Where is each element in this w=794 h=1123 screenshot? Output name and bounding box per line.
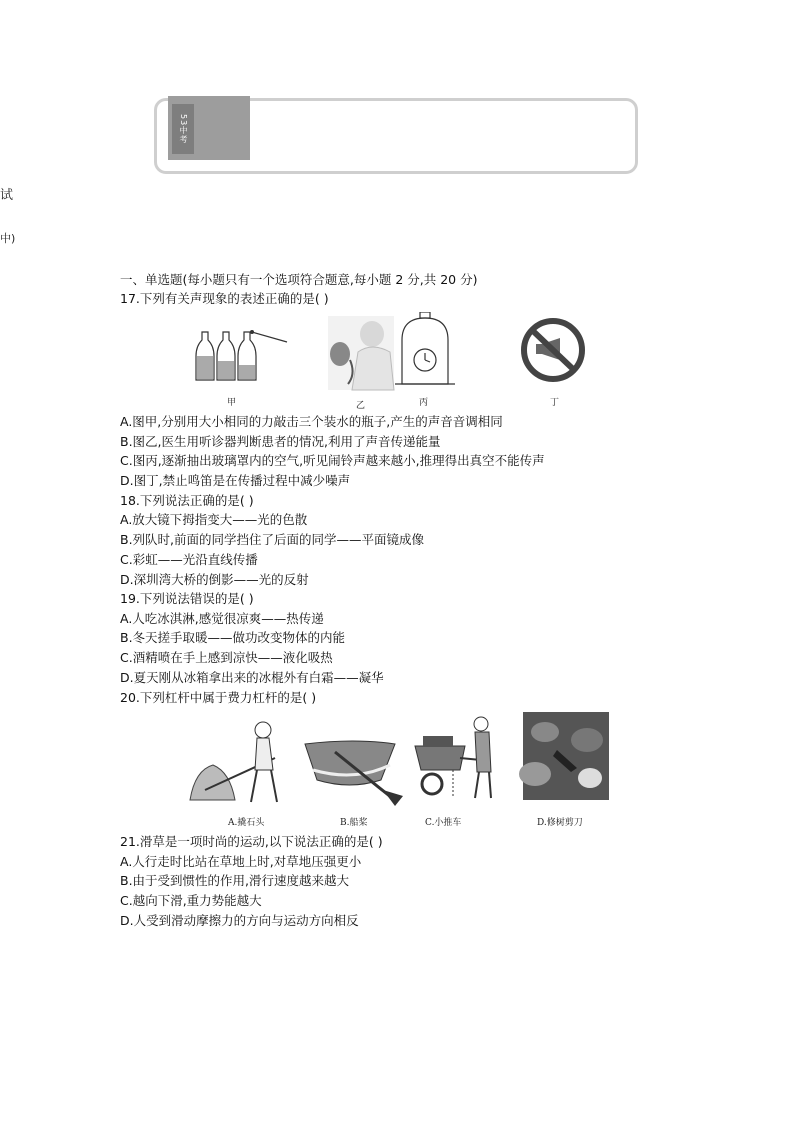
q17-figures	[190, 312, 610, 410]
option: A.放大镜下拇指变大——光的色散	[120, 512, 308, 527]
pruning-shears-photo	[519, 712, 609, 800]
figure-label: A.撬石头	[228, 818, 265, 828]
bell-jar-figure	[395, 312, 455, 384]
option: C.图丙,逐渐抽出玻璃罩内的空气,听见闹铃声越来越小,推理得出真空不能传声	[120, 453, 545, 468]
boat-oar-figure	[305, 741, 403, 806]
edge-char: 中)	[0, 232, 16, 245]
crowbar-figure	[190, 722, 277, 802]
q20-figures	[185, 710, 615, 808]
option: C.彩虹——光沿直线传播	[120, 552, 258, 567]
question-stem: 18.下列说法正确的是( )	[120, 493, 254, 508]
doctor-photo	[328, 316, 394, 390]
question-stem: 20.下列杠杆中属于费力杠杆的是( )	[120, 690, 317, 705]
figure-label: C.小推车	[425, 818, 462, 828]
figure-label: B.船桨	[340, 818, 368, 828]
question-stem: 17.下列有关声现象的表述正确的是( )	[120, 291, 329, 306]
no-horn-sign	[524, 321, 582, 379]
option: B.图乙,医生用听诊器判断患者的情况,利用了声音传递能量	[120, 434, 441, 449]
wheelbarrow-figure	[415, 717, 491, 798]
figure-label: 乙	[356, 401, 366, 411]
header-tag-zigzag	[168, 156, 250, 164]
question-stem: 21.滑草是一项时尚的运动,以下说法正确的是( )	[120, 834, 383, 849]
option: B.由于受到惯性的作用,滑行速度越来越大	[120, 873, 350, 888]
option: D.人受到滑动摩擦力的方向与运动方向相反	[120, 913, 359, 928]
option: B.列队时,前面的同学挡住了后面的同学——平面镜成像	[120, 532, 425, 547]
edge-char: 试	[0, 188, 14, 203]
option: D.夏天刚从冰箱拿出来的冰棍外有白霜——凝华	[120, 670, 384, 685]
option: B.冬天搓手取暖——做功改变物体的内能	[120, 630, 346, 645]
question-stem: 19.下列说法错误的是( )	[120, 591, 254, 606]
option: C.酒精喷在手上感到凉快——液化吸热	[120, 650, 333, 665]
figure-label: 丙	[419, 398, 429, 408]
header-tag-text: 53中考	[172, 104, 194, 154]
figure-label: 丁	[550, 398, 560, 408]
option: A.图甲,分别用大小相同的力敲击三个装水的瓶子,产生的声音音调相同	[120, 414, 503, 429]
option: A.人吃冰淇淋,感觉很凉爽——热传递	[120, 611, 324, 626]
section-title: 一、单选题(每小题只有一个选项符合题意,每小题 2 分,共 20 分)	[120, 272, 478, 287]
bottles-figure	[196, 330, 287, 380]
option: A.人行走时比站在草地上时,对草地压强更小	[120, 854, 362, 869]
figure-label: 甲	[227, 398, 237, 408]
option: C.越向下滑,重力势能越大	[120, 893, 262, 908]
option: D.深圳湾大桥的倒影——光的反射	[120, 572, 309, 587]
option: D.图丁,禁止鸣笛是在传播过程中减少噪声	[120, 473, 351, 488]
figure-label: D.修树剪刀	[537, 818, 583, 828]
